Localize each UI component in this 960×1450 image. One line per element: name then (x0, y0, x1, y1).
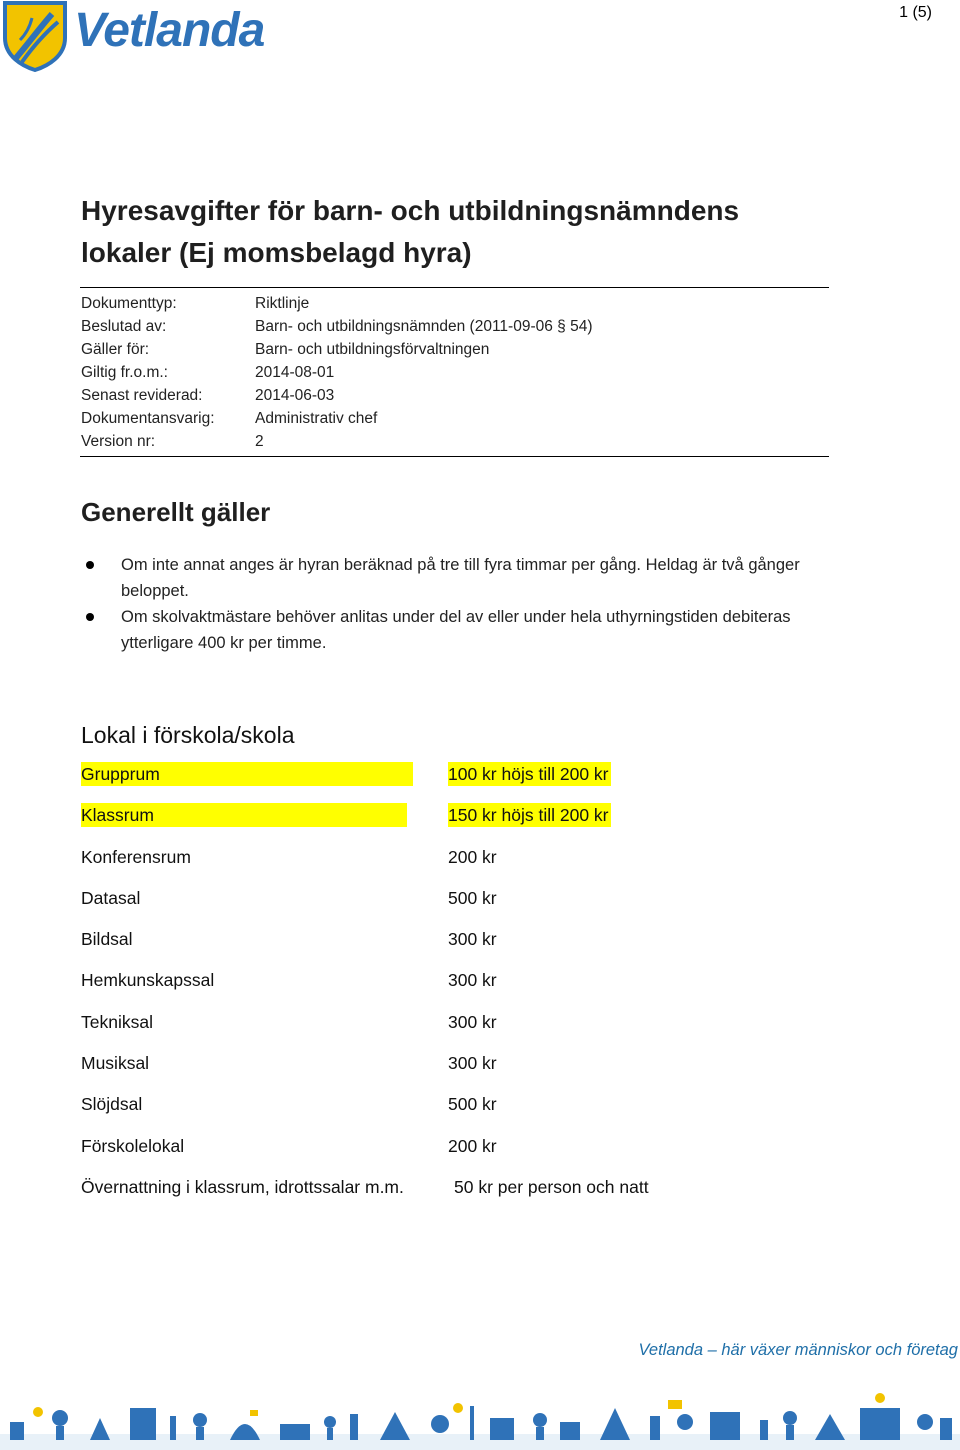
meta-row (80, 407, 829, 430)
room-price: 500 kr (448, 1094, 497, 1115)
room-price: 200 kr (448, 1135, 497, 1156)
page-number: 1 (5) (899, 4, 932, 21)
room-name: Bildsal (81, 929, 133, 950)
room-price: 300 kr (448, 1053, 497, 1074)
overnight-price: 50 kr per person och natt (454, 1177, 649, 1197)
room-price: 500 kr (448, 887, 497, 908)
room-price: 300 kr (448, 970, 497, 991)
meta-value: Barn- och utbildningsförvaltningen (255, 341, 490, 358)
meta-label: Senast reviderad: (81, 387, 203, 404)
room-name: Musiksal (81, 1053, 150, 1074)
room-row (81, 760, 781, 801)
meta-label: Giltig fr.o.m.: (81, 364, 168, 381)
room-row (81, 925, 781, 966)
room-row (81, 1049, 781, 1090)
room-name: Tekniksal (81, 1011, 153, 1032)
meta-row (80, 292, 829, 315)
room-row (81, 884, 781, 925)
meta-label: Dokumenttyp: (81, 295, 177, 312)
footer-slogan: Vetlanda – här växer människor och företag (638, 1341, 958, 1359)
meta-value: Riktlinje (255, 295, 310, 312)
list-item (81, 604, 841, 656)
room-price-list (81, 760, 781, 1173)
room-row (81, 1132, 781, 1173)
meta-row (80, 384, 829, 407)
coat-of-arms-icon (2, 0, 68, 72)
room-price: 150 kr höjs till 200 kr (448, 805, 609, 826)
document-title (81, 190, 841, 274)
document-title-line-2: lokaler (Ej momsbelagd hyra) (81, 237, 472, 268)
room-name: Konferensrum (81, 846, 191, 867)
room-name: Klassrum (81, 803, 407, 827)
room-name: Grupprum (81, 762, 413, 786)
logo-wordmark: Vetlanda (74, 4, 265, 57)
room-name: Hemkunskapssal (81, 970, 215, 991)
meta-value: 2 (255, 433, 264, 450)
meta-label: Dokumentansvarig: (81, 410, 215, 427)
meta-row (80, 338, 829, 361)
meta-value: Barn- och utbildningsnämnden (2011-09-06 § 54) (255, 318, 593, 335)
meta-row (80, 315, 829, 338)
section-heading-lokal: Lokal i förskola/skola (81, 722, 295, 748)
meta-value: 2014-06-03 (255, 387, 335, 404)
list-item (81, 552, 841, 604)
room-row (81, 1008, 781, 1049)
document-meta-table (80, 287, 829, 457)
overnight-label: Övernattning i klassrum, idrottssalar m.m. (81, 1177, 404, 1197)
room-row (81, 1090, 781, 1131)
meta-value: 2014-08-01 (255, 364, 335, 381)
room-row (81, 966, 781, 1007)
document-title-line-1: Hyresavgifter för barn- och utbildningsnämndens (81, 195, 740, 226)
bullet-text: Om inte annat anges är hyran beräknad på tre till fyra timmar per gång. Heldag är två gånger beloppet. (121, 556, 800, 600)
meta-label: Gäller för: (81, 341, 150, 358)
meta-row (80, 430, 829, 453)
footer-illustration-strip (0, 1378, 960, 1450)
vetlanda-logo (0, 0, 280, 75)
section-heading-general: Generellt gäller (81, 497, 271, 527)
room-price: 300 kr (448, 929, 497, 950)
general-bullet-list (81, 552, 841, 656)
room-name: Förskolelokal (81, 1135, 185, 1156)
meta-label: Beslutad av: (81, 318, 167, 335)
room-price: 100 kr höjs till 200 kr (448, 764, 609, 784)
bullet-icon (86, 561, 94, 569)
room-row (81, 801, 781, 842)
bullet-text: Om skolvaktmästare behöver anlitas under del av eller under hela uthyrningstiden debiteras ytterligare 400 kr per timme. (121, 608, 791, 652)
room-row (81, 843, 781, 884)
room-price: 300 kr (448, 1011, 497, 1032)
meta-label: Version nr: (81, 433, 156, 450)
room-price: 200 kr (448, 846, 497, 867)
room-name: Datasal (81, 887, 141, 908)
meta-value: Administrativ chef (255, 410, 378, 427)
bullet-icon (86, 613, 94, 621)
meta-row (80, 361, 829, 384)
room-name: Slöjdsal (81, 1094, 143, 1115)
